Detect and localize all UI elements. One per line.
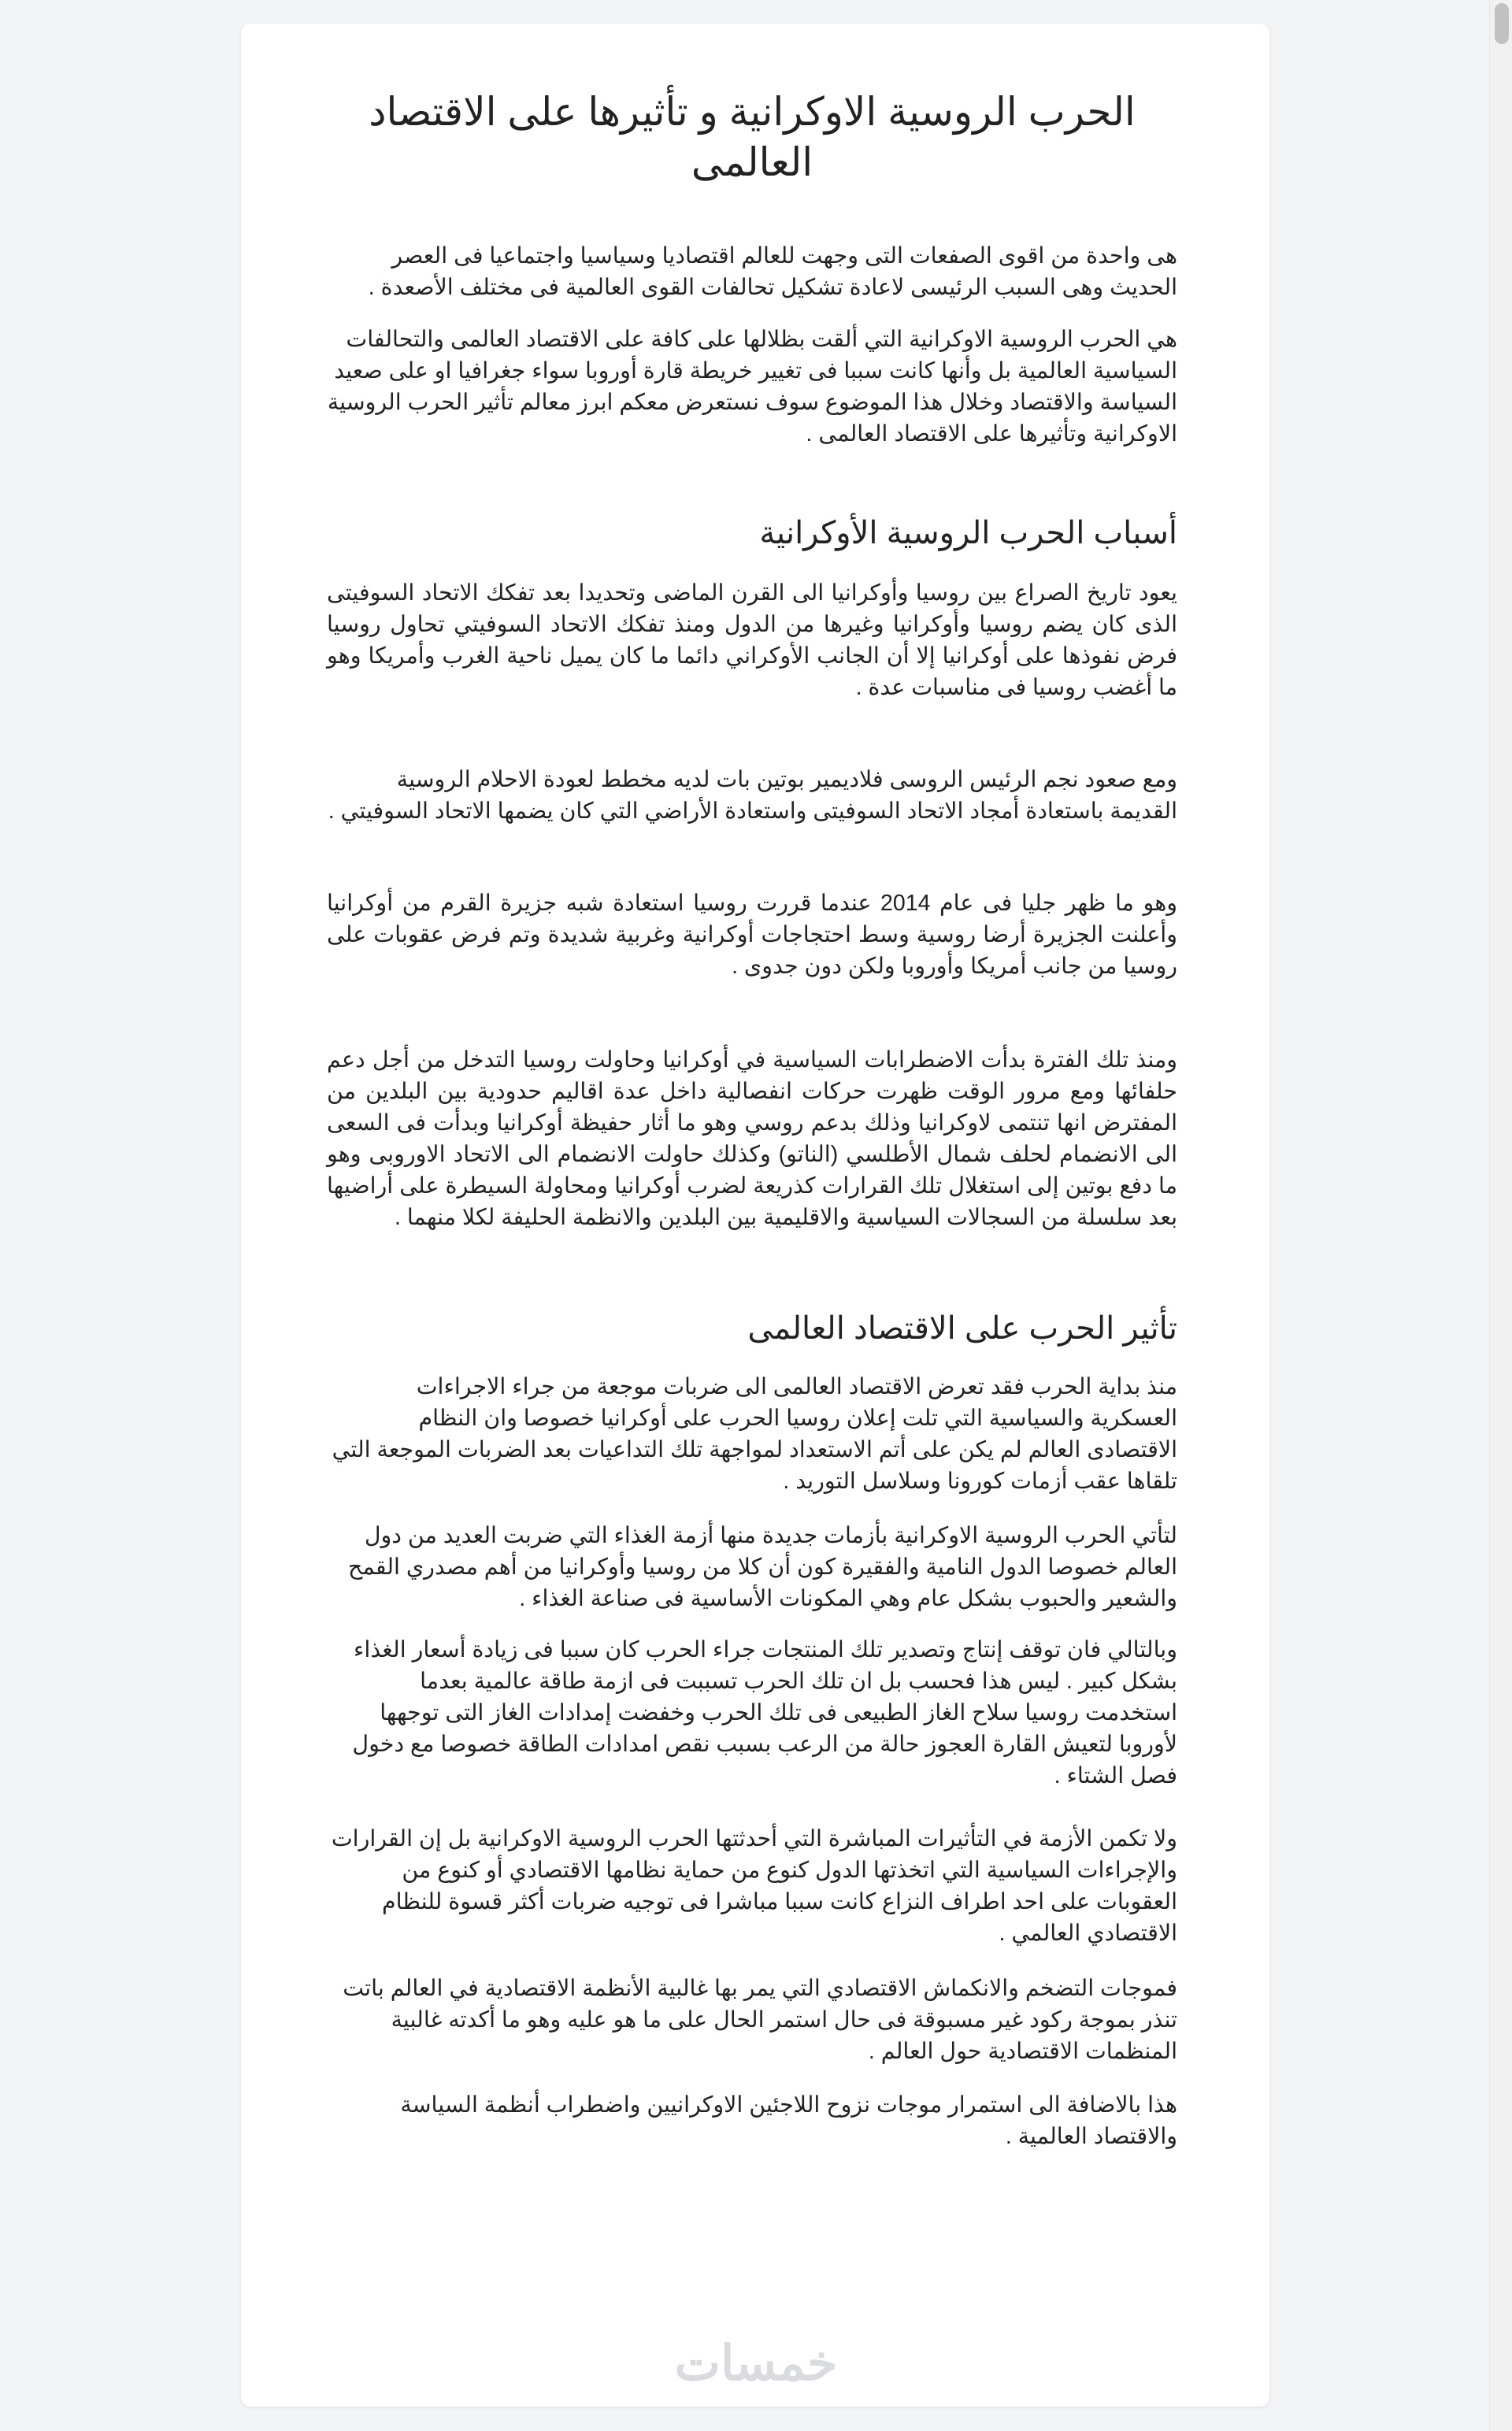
section-paragraph: فموجات التضخم والانكماش الاقتصادي التي يمر بها غالبية الأنظمة الاقتصادية في العالم باتت تنذر بموجة ركود غير مسبوقة فى حال استمر الحال على ما هو عليه وهو ما أكدته غالبية المنظمات الاقتصادية حول العالم . — [343, 1976, 1177, 2064]
section-paragraph: ومنذ تلك الفترة بدأت الاضطرابات السياسية في أوكرانيا وحاولت روسيا التدخل من أجل دعم حلفائها ومع مرور الوقت ظهرت حركات انفصالية داخل عدة اقاليم حدودية بين البلدين من المفترض انها تنتمى لاوكرانيا وذلك بدعم روسي وهو ما أثار حفيظة أوكرانيا وبدأت فى السعى الى الانضمام لحلف شمال الأطلسي (الناتو) وكذلك حاولت الانضمام الى الاتحاد الاوروبى وهو ما دفع بوتين إلى استغلال تلك القرارات كذريعة لضرب أوكرانيا ومحاولة السيطرة على أراضيها بعد سلسلة من السجالات السياسية والاقليمية بين البلدين والانظمة الحليفة لكلا منهما . — [327, 1047, 1177, 1230]
section-paragraph: ولا تكمن الأزمة في التأثيرات المباشرة التي أحدثتها الحرب الروسية الاوكرانية بل إن القرارات والإجراءات السياسية التي اتخذتها الدول كنوع من حماية نظامها الاقتصادي أو كنوع من العقوبات على احد اطراف النزاع كانت سببا مباشرا فى توجيه ضربات أكثر قسوة للنظام الاقتصادي العالمي . — [331, 1826, 1177, 1946]
section-paragraph: ومع صعود نجم الرئيس الروسى فلاديمير بوتين بات لديه مخطط لعودة الاحلام الروسية القديمة باستعادة أمجاد الاتحاد السوفيتى واستعادة الأراضي التي كان يضمها الاتحاد السوفيتي . — [328, 767, 1177, 824]
section-heading-impact: تأثير الحرب على الاقتصاد العالمى — [747, 1311, 1177, 1346]
section-paragraph: وبالتالي فان توقف إنتاج وتصدير تلك المنتجات جراء الحرب كان سببا فى زيادة أسعار الغذاء بشكل كبير . ليس هذا فحسب بل ان تلك الحرب تسببت فى ازمة طاقة عالمية بعدما استخدمت روسيا سلاح الغاز الطبيعى فى تلك الحرب وخفضت إمدادات الغاز التى توجهها لأوروبا لتعيش القارة العجوز حالة من الرعب بسبب نقص امدادات الطاقة خصوصا مع دخول فصل الشتاء . — [352, 1637, 1177, 1788]
intro-paragraph-1: هى واحدة من اقوى الصفعات التى وجهت للعالم اقتصاديا وسياسيا واجتماعيا فى العصر الحديث وهى السبب الرئيسى لاعادة تشكيل تحالفات القوى العالمية فى مختلف الأصعدة . — [368, 243, 1177, 300]
section-paragraph: وهو ما ظهر جليا فى عام 2014 عندما قررت روسيا استعادة شبه جزيرة القرم من أوكرانيا وأعلنت الجزيرة أرضا روسية وسط احتجاجات أوكرانية وغربية شديدة وتم فرض عقوبات على روسيا من جانب أمريكا وأوروبا ولكن دون جدوى . — [327, 891, 1177, 979]
page-scrollbar[interactable] — [1489, 0, 1512, 2431]
section-paragraph: يعود تاريخ الصراع بين روسيا وأوكرانيا الى القرن الماضى وتحديدا بعد تفكك الاتحاد السوفيتى الذى كان يضم روسيا وأوكرانيا وغيرها من الدول ومنذ تفكك الاتحاد السوفيتي تحاول روسيا فرض نفوذها على أوكرانيا إلا أن الجانب الأوكراني دائما ما كان يميل ناحية الغرب وأمريكا وهو ما أغضب روسيا فى مناسبات عدة . — [327, 580, 1177, 700]
section-paragraph: هذا بالاضافة الى استمرار موجات نزوح اللاجئين الاوكرانيين واضطراب أنظمة السياسة والاقتصاد العالمية . — [400, 2092, 1177, 2149]
section-heading-causes: أسباب الحرب الروسية الأوكرانية — [759, 516, 1177, 550]
article-title: الحرب الروسية الاوكرانية و تأثيرها على الاقتصاد العالمى — [369, 90, 1136, 184]
section-paragraph: لتأتي الحرب الروسية الاوكرانية بأزمات جديدة منها أزمة الغذاء التي ضربت العديد من دول العالم خصوصا الدول النامية والفقيرة كون أن كلا من روسيا وأوكرانيا من أهم مصدري القمح والشعير والحبوب بشكل عام وهي المكونات الأساسية فى صناعة الغذاء . — [348, 1523, 1177, 1611]
intro-paragraph-2: هي الحرب الروسية الاوكرانية التي ألقت بظلالها على كافة على الاقتصاد العالمى والتحالفات السياسية العالمية بل وأنها كانت سببا فى تغيير خريطة قارة أوروبا سواء جغرافيا او على صعيد السياسة والاقتصاد وخلال هذا الموضوع سوف نستعرض معكم ابرز معالم تأثير الحرب الروسية الاوكرانية وتأثيرها على الاقتصاد العالمى . — [327, 327, 1177, 447]
footer-logo[interactable]: خمسات — [674, 2336, 838, 2391]
scroll-thumb[interactable] — [1495, 3, 1509, 44]
section-paragraph: منذ بداية الحرب فقد تعرض الاقتصاد العالمى الى ضربات موجعة من جراء الاجراءات العسكرية والسياسية التي تلت إعلان روسيا الحرب على أوكرانيا خصوصا وان النظام الاقتصادى العالم لم يكن على أتم الاستعداد لمواجهة تلك التداعيات بعد الضربات الموجعة التي تلقاها عقب أزمات كورونا وسلاسل التوريد . — [332, 1374, 1177, 1494]
